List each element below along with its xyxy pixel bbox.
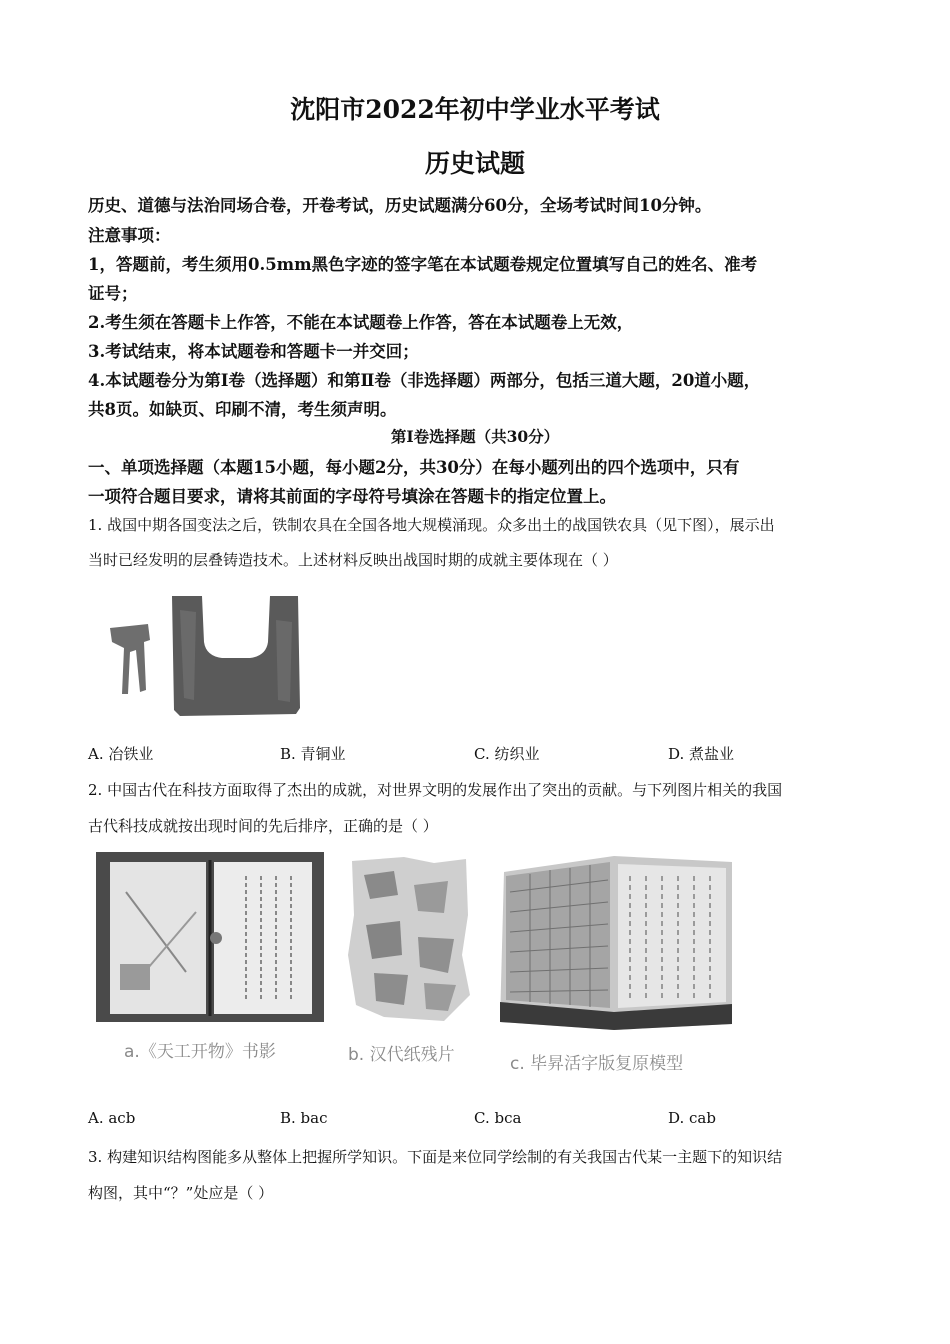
iron-tools-image xyxy=(100,590,310,720)
tiangong-kaiwu-image xyxy=(96,852,324,1022)
q1-stem-b: 当时已经发明的层叠铸造技术。上述材料反映出战国时期的成就主要体现在（ ） xyxy=(88,551,618,569)
q1-option-a[interactable]: A. 冶铁业 xyxy=(88,745,154,763)
part-title: 第Ⅰ卷选择题（共30分） xyxy=(390,427,560,446)
caption-b: b. 汉代纸残片 xyxy=(348,1045,455,1065)
notice-item-1a: 1，答题前，考生须用0.5mm黑色字迹的签字笔在本试题卷规定位置填写自己的姓名、准考 xyxy=(88,255,758,274)
q3-stem-a: 3. 构建知识结构图能多从整体上把握所学知识。下面是来位同学绘制的有关我国古代某一主题下的知识结 xyxy=(88,1148,783,1166)
section-instruction-b: 一项符合题目要求，请将其前面的字母符号填涂在答题卡的指定位置上。 xyxy=(88,487,616,506)
q2-option-c[interactable]: C. bca xyxy=(474,1109,522,1127)
q1-option-d[interactable]: D. 煮盐业 xyxy=(668,745,735,763)
exam-title: 沈阳市2022年初中学业水平考试 xyxy=(290,95,660,124)
q2-option-a[interactable]: A. acb xyxy=(88,1109,136,1127)
notice-item-3: 3.考试结束，将本试题卷和答题卡一并交回； xyxy=(88,342,419,361)
notice-item-4b: 共8页。如缺页、印刷不清，考生须声明。 xyxy=(88,400,397,419)
notice-item-4a: 4.本试题卷分为第Ⅰ卷（选择题）和第Ⅱ卷（非选择题）两部分，包括三道大题，20道小题， xyxy=(88,371,761,390)
movable-type-image xyxy=(496,852,736,1032)
section-instruction-a: 一、单项选择题（本题15小题，每小题2分，共30分）在每小题列出的四个选项中，只有 xyxy=(88,458,740,477)
han-paper-image xyxy=(344,855,474,1025)
caption-c: c. 毕昇活字版复原模型 xyxy=(510,1054,684,1074)
q2-option-b[interactable]: B. bac xyxy=(280,1109,328,1127)
notice-item-2: 2.考生须在答题卡上作答，不能在本试题卷上作答，答在本试题卷上无效， xyxy=(88,313,634,332)
q2-stem-a: 2. 中国古代在科技方面取得了杰出的成就，对世界文明的发展作出了突出的贡献。与下列图片相关的我国 xyxy=(88,781,783,799)
notice-intro: 历史、道德与法治同场合卷，开卷考试，历史试题满分60分，全场考试时间10分钟。 xyxy=(88,196,712,215)
notice-heading: 注意事项： xyxy=(88,226,171,245)
caption-a: a.《天工开物》书影 xyxy=(124,1042,276,1062)
q2-option-d[interactable]: D. cab xyxy=(668,1109,716,1127)
q1-stem-a: 1. 战国中期各国变法之后，铁制农具在全国各地大规模涌现。众多出土的战国铁农具（见下图），展示出 xyxy=(88,516,775,534)
q3-stem-b: 构图，其中“？”处应是（ ） xyxy=(88,1184,274,1202)
notice-item-1b: 证号； xyxy=(88,284,138,303)
q1-option-b[interactable]: B. 青铜业 xyxy=(280,745,346,763)
q1-option-c[interactable]: C. 纺织业 xyxy=(474,745,540,763)
iron-hoe-small xyxy=(110,624,150,694)
q2-stem-b: 古代科技成就按出现时间的先后排序，正确的是（ ） xyxy=(88,817,438,835)
exam-subtitle: 历史试题 xyxy=(424,149,525,178)
